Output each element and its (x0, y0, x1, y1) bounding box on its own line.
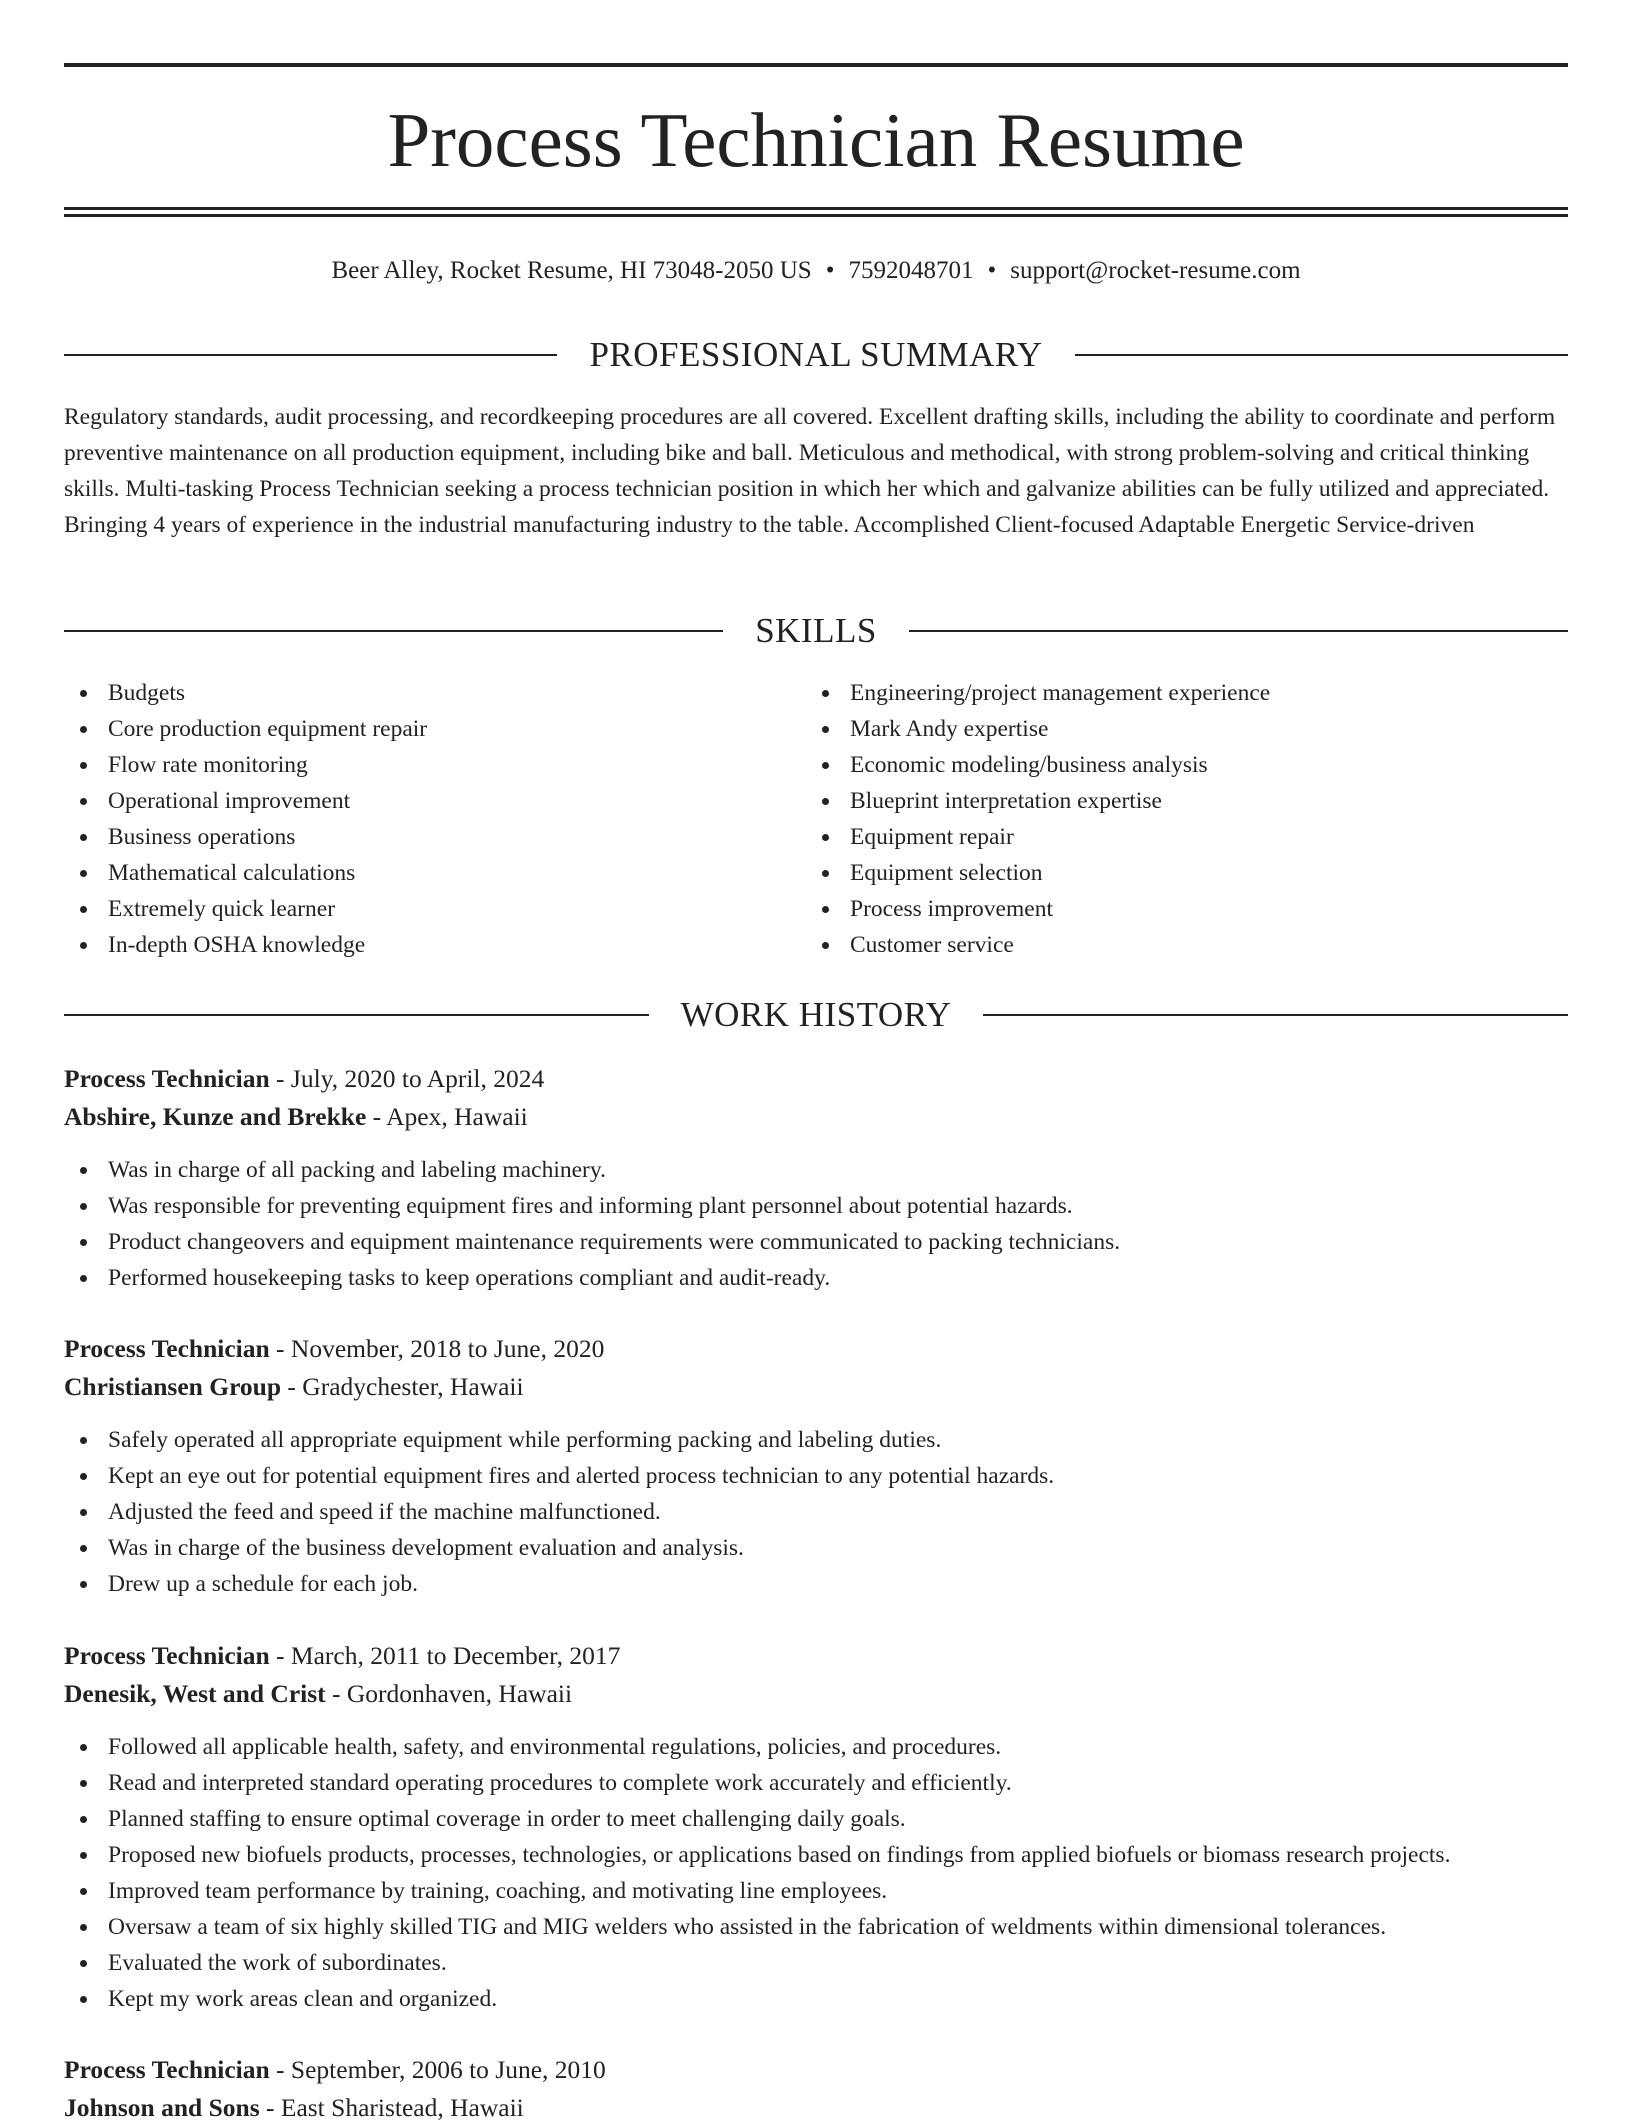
skills-left-list (64, 675, 804, 963)
job-title-line (64, 1060, 1568, 1098)
contact-separator: • (987, 257, 997, 284)
job-title: Process Technician (64, 1064, 270, 1093)
list-item: Performed housekeeping tasks to keep operations compliant and audit-ready. (64, 1260, 1568, 1296)
list-item: Mathematical calculations (64, 855, 804, 891)
list-item: Was in charge of the business development evaluation and analysis. (64, 1530, 1568, 1566)
heading-rule-left (64, 630, 723, 632)
contact-email: support@rocket-resume.com (1010, 257, 1301, 284)
list-item: Engineering/project management experience (806, 675, 1566, 711)
skills-heading: SKILLS (755, 611, 877, 650)
list-item: Extremely quick learner (64, 891, 804, 927)
heading-rule-right (909, 630, 1568, 632)
job-dates: - March, 2011 to December, 2017 (269, 1641, 621, 1670)
heading-rule-left (64, 1014, 649, 1016)
summary-text: Regulatory standards, audit processing, and recordkeeping procedures are all covered. Excellent drafting skills, including the ability to coordinate and perform preventive maintenance on all production equipment, including bike and ball. Meticulous and methodical, with strong problem-solving and critical thinking skills. Multi-tasking Process Technician seeking a process technician position in which her which and galvanize abilities can be fully utilized and appreciated. Bringing 4 years of experience in the industrial manufacturing industry to the table. Accomplished Client-focused Adaptable Energetic Service-driven (64, 404, 1556, 538)
list-item: Equipment repair (806, 819, 1566, 855)
job-title: Process Technician (64, 1334, 270, 1363)
job-dates: - November, 2018 to June, 2020 (269, 1334, 605, 1363)
job-title-line (64, 1637, 1568, 1675)
job-dates: - September, 2006 to June, 2010 (269, 2055, 606, 2084)
job-duties-list (64, 1152, 1568, 1296)
job-location: - East Sharistead, Hawaii (259, 2093, 524, 2122)
list-item: Read and interpreted standard operating procedures to complete work accurately and efficiently. (64, 1765, 1568, 1801)
job-duties-list (64, 1729, 1568, 2017)
job-entry (64, 1637, 1568, 2017)
heading-rule-right (983, 1014, 1568, 1016)
contact-line (64, 254, 1568, 288)
contact-phone: 7592048701 (848, 257, 974, 284)
job-company-line (64, 2089, 1568, 2127)
list-item: Followed all applicable health, safety, and environmental regulations, policies, and procedures. (64, 1729, 1568, 1765)
job-location: - Gordonhaven, Hawaii (325, 1679, 573, 1708)
job-company: Denesik, West and Crist (64, 1679, 326, 1708)
list-item: Was in charge of all packing and labeling machinery. (64, 1152, 1568, 1188)
top-rule (64, 63, 1568, 67)
list-item: Operational improvement (64, 783, 804, 819)
list-item: Safely operated all appropriate equipment while performing packing and labeling duties. (64, 1422, 1568, 1458)
job-company-line (64, 1675, 1568, 1713)
summary-heading-row (64, 335, 1568, 375)
job-dates: - July, 2020 to April, 2024 (269, 1064, 545, 1093)
job-company: Christiansen Group (64, 1372, 282, 1401)
title-double-rule (64, 207, 1568, 217)
job-duties-list (64, 1422, 1568, 1602)
contact-address: Beer Alley, Rocket Resume, HI 73048-2050 US (331, 257, 812, 284)
list-item: Kept an eye out for potential equipment fires and alerted process technician to any potential hazards. (64, 1458, 1568, 1494)
list-item: Budgets (64, 675, 804, 711)
list-item: Business operations (64, 819, 804, 855)
list-item: Core production equipment repair (64, 711, 804, 747)
list-item: Kept my work areas clean and organized. (64, 1981, 1568, 2017)
list-item: Evaluated the work of subordinates. (64, 1945, 1568, 1981)
list-item: Adjusted the feed and speed if the machine malfunctioned. (64, 1494, 1568, 1530)
job-company-line (64, 1368, 1568, 1406)
heading-rule-right (1075, 354, 1568, 356)
skills-right-column (806, 675, 1566, 963)
job-title: Process Technician (64, 1641, 270, 1670)
page-title: Process Technician Resume (387, 97, 1245, 183)
list-item: Planned staffing to ensure optimal coverage in order to meet challenging daily goals. (64, 1801, 1568, 1837)
list-item: Flow rate monitoring (64, 747, 804, 783)
list-item: Blueprint interpretation expertise (806, 783, 1566, 819)
skills-right-list (806, 675, 1566, 963)
list-item: Mark Andy expertise (806, 711, 1566, 747)
list-item: Drew up a schedule for each job. (64, 1566, 1568, 1602)
list-item: Customer service (806, 927, 1566, 963)
job-entry (64, 1330, 1568, 1602)
work-heading: WORK HISTORY (680, 995, 952, 1034)
skills-heading-row (64, 611, 1568, 651)
list-item: Proposed new biofuels products, processes, technologies, or applications based on findings from applied biofuels or biomass research projects. (64, 1837, 1568, 1873)
job-company: Johnson and Sons (64, 2093, 260, 2122)
heading-rule-left (64, 354, 557, 356)
summary-heading: PROFESSIONAL SUMMARY (589, 335, 1043, 374)
list-item: Improved team performance by training, coaching, and motivating line employees. (64, 1873, 1568, 1909)
job-title-line (64, 1330, 1568, 1368)
list-item: Equipment selection (806, 855, 1566, 891)
job-entry (64, 2051, 1568, 2127)
list-item: Economic modeling/business analysis (806, 747, 1566, 783)
job-company-line (64, 1098, 1568, 1136)
job-company: Abshire, Kunze and Brekke (64, 1102, 367, 1131)
list-item: Process improvement (806, 891, 1566, 927)
job-location: - Apex, Hawaii (366, 1102, 528, 1131)
list-item: Oversaw a team of six highly skilled TIG and MIG welders who assisted in the fabrication of weldments within dimensional tolerances. (64, 1909, 1568, 1945)
job-title-line (64, 2051, 1568, 2089)
job-title: Process Technician (64, 2055, 270, 2084)
contact-separator: • (825, 257, 835, 284)
list-item: Was responsible for preventing equipment fires and informing plant personnel about potential hazards. (64, 1188, 1568, 1224)
list-item: Product changeovers and equipment maintenance requirements were communicated to packing technicians. (64, 1224, 1568, 1260)
work-heading-row (64, 995, 1568, 1035)
job-location: - Gradychester, Hawaii (281, 1372, 524, 1401)
skills-left-column (64, 675, 804, 963)
job-entry (64, 1060, 1568, 1296)
list-item: In-depth OSHA knowledge (64, 927, 804, 963)
